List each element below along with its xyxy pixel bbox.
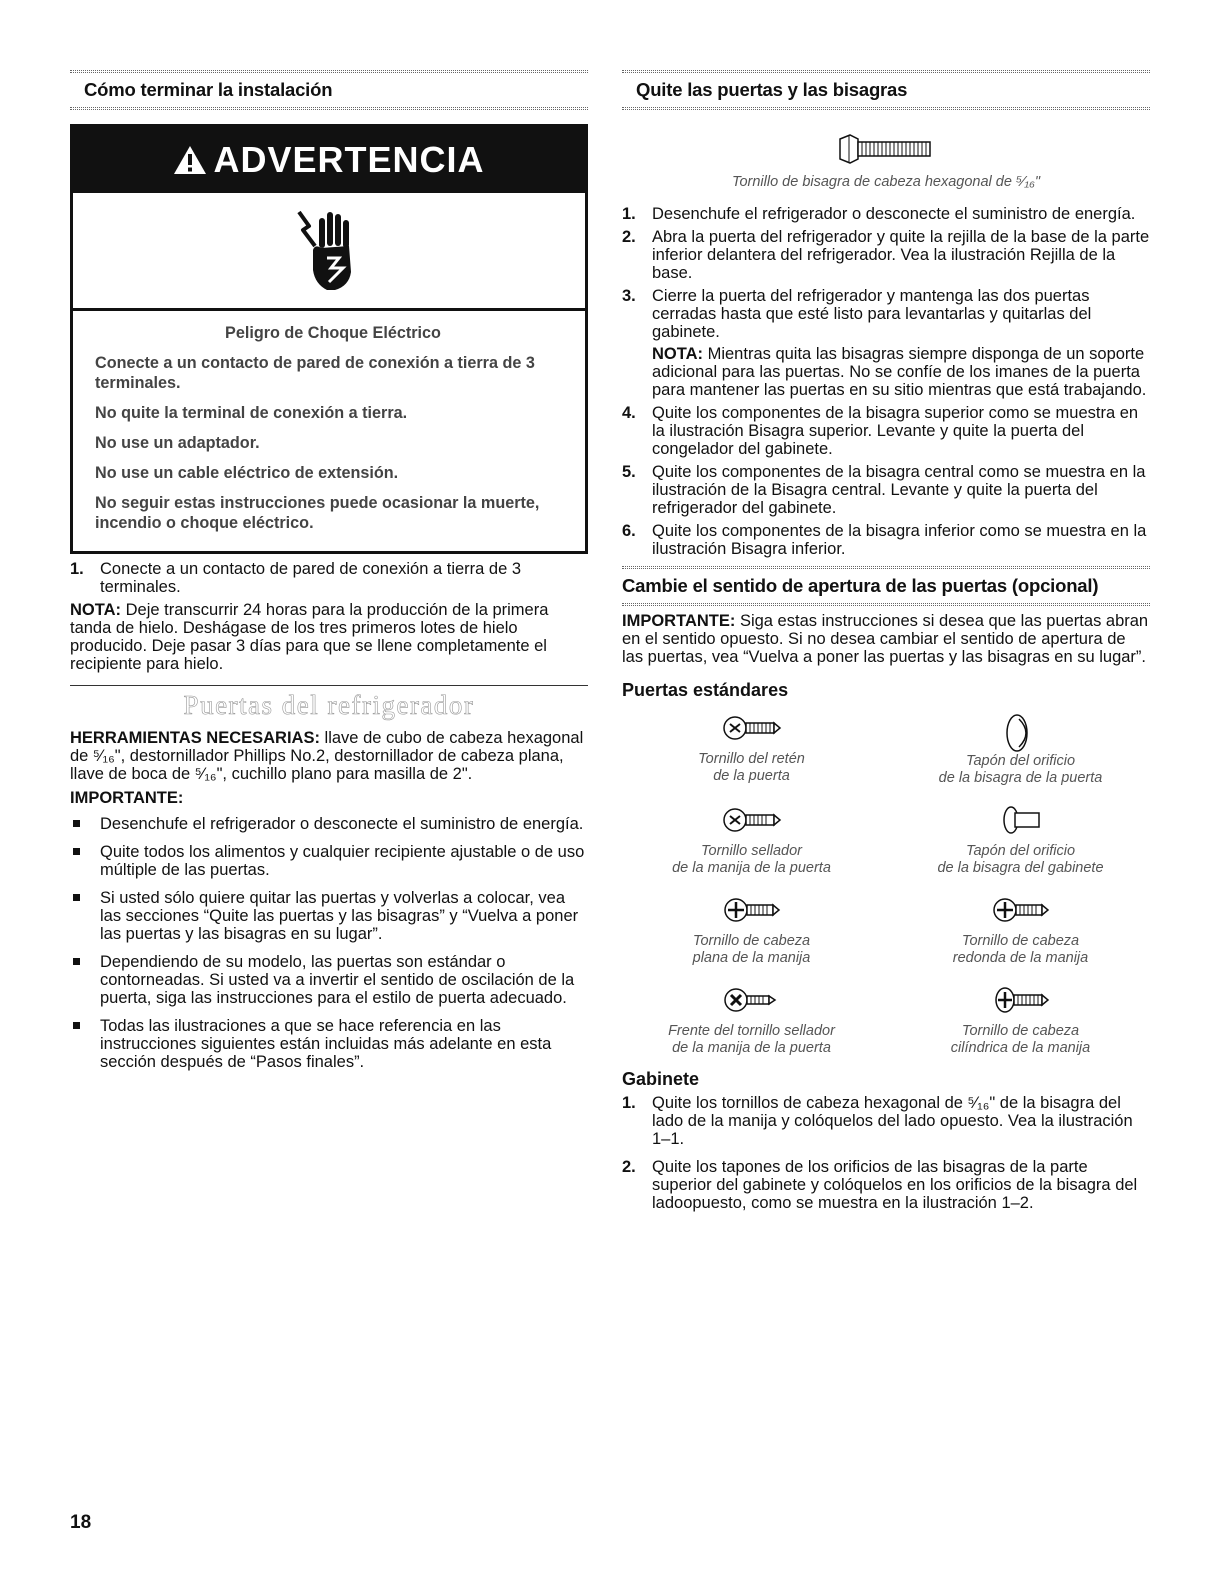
bullet-text: Dependiendo de su modelo, las puertas son estándar o contorneadas. Si usted va a invertir el sentido de oscilación de la puerta, siga las instrucciones para el estilo de puerta adecuado. [100, 953, 575, 1007]
part-caption: Tornillo de cabeza [961, 933, 1080, 949]
section-title: Cómo terminar la instalación [84, 79, 333, 100]
nota-paragraph [652, 345, 1150, 399]
warning-hazard: Peligro de Choque Eléctrico [225, 324, 441, 342]
part-caption: de la bisagra de la puerta [938, 770, 1103, 786]
doors-title: Puertas del refrigerador [183, 690, 475, 720]
electric-shock-hand-icon [291, 206, 367, 296]
warning-line: No quite la terminal de conexión a tierra. [95, 404, 408, 422]
warning-triangle-icon [173, 145, 207, 175]
part-caption: de la puerta [713, 768, 790, 784]
part-caption: Tornillo de cabeza [961, 1023, 1080, 1039]
step-text: Quite los tapones de los orificios de las bisagras de la parte superior del gabinete y colóquelos en los orificios de la bisagra del ladoopuesto, como se muestra en la ilustración 1–2. [652, 1158, 1138, 1212]
importante-paragraph [622, 612, 1150, 666]
list-item [622, 205, 1150, 223]
part-caption: Tapón del orificio [965, 843, 1076, 859]
step-text: Quite los tornillos de cabeza hexagonal de ⁵⁄₁₆" de la bisagra del lado de la manija y colóquelos del lado opuesto. Vea la ilustración 1–1. [652, 1094, 1133, 1148]
list-item [622, 404, 1150, 458]
nota-text: Mientras quita las bisagras siempre disponga de un soporte adicional para las puertas. No se confíe de los imanes de la puerta para mantener las puertas en su sitio mientras que está trabajando. [652, 345, 1147, 399]
right-column [622, 70, 1150, 1217]
part-door-hinge-hole-plug [891, 713, 1150, 787]
list-item [70, 560, 588, 596]
section-rule-bottom [622, 603, 1150, 606]
handle-sealing-screw-icon [722, 805, 782, 835]
install-steps [70, 560, 588, 596]
warning-header [73, 127, 585, 193]
reverse-title: Cambie el sentido de apertura de las puertas (opcional) [622, 575, 1099, 596]
part-sealing-screw-front [622, 985, 881, 1057]
step-number: 3. [622, 287, 636, 305]
door-hinge-hole-plug-icon [991, 713, 1051, 753]
part-caption: Tornillo del retén [698, 751, 805, 767]
step-number: 4. [622, 404, 636, 422]
part-caption: Tornillo de cabeza [692, 933, 811, 949]
standard-doors-title: Puertas estándares [622, 680, 789, 700]
part-caption: redonda de la manija [952, 950, 1089, 966]
part-caption: de la manija de la puerta [672, 860, 831, 876]
nota-label: NOTA: [652, 345, 704, 363]
hex-head-bolt-icon [836, 134, 936, 164]
tools-text: llave de cubo de cabeza hexagonal de ⁵⁄₁₆", destornillador Phillips No.2, destornillador de cabeza plana, llave de boca de ⁵⁄₁₆", cuchillo plano para masilla de 2". [70, 729, 584, 783]
list-item [622, 522, 1150, 558]
sealing-screw-front-icon [722, 985, 782, 1015]
importante-label: IMPORTANTE: [622, 612, 736, 630]
remove-steps [622, 205, 1150, 558]
warning-box [70, 124, 588, 554]
warning-line: Conecte a un contacto de pared de conexión a tierra de 3 terminales. [95, 354, 535, 392]
page-number: 18 [70, 1512, 92, 1533]
list-item [70, 953, 588, 1007]
list-item [622, 1158, 1150, 1212]
part-caption: de la bisagra del gabinete [937, 860, 1104, 876]
bullet-marker [73, 848, 80, 855]
cabinet-hinge-hole-plug-icon [991, 805, 1051, 835]
list-item [70, 815, 588, 833]
bullet-text: Si usted sólo quiere quitar las puertas y volverlas a colocar, vea las secciones “Quite las puertas y las bisagras” y “Vuelva a poner las puertas y las bisagras en su lugar”. [100, 889, 579, 943]
step-text: Quite los componentes de la bisagra superior como se muestra en la ilustración Bisagra superior. Levante y quite la puerta del congelador del gabinete. [652, 404, 1139, 458]
step-number: 2. [622, 1158, 636, 1176]
step-number: 6. [622, 522, 636, 540]
cabinet-title: Gabinete [622, 1069, 700, 1089]
left-column [70, 70, 588, 1081]
warning-icon-row [73, 193, 585, 311]
part-cylinder-head-screw [891, 985, 1150, 1057]
importante-text: Siga estas instrucciones si desea que las puertas abran en el sentido opuesto. Si no desea cambiar el sentido de apertura de las puertas, vea “Vuelva a poner las puertas y las bisagras en su lugar”. [622, 612, 1149, 666]
bullet-text: Todas las ilustraciones a que se hace referencia en las instrucciones siguientes están incluidas más adelante en esta sección después de “Pasos finales”. [100, 1017, 552, 1071]
tools-label: HERRAMIENTAS NECESARIAS: [70, 729, 320, 747]
bullet-text: Quite todos los alimentos y cualquier recipiente ajustable o de uso múltiple de las puertas. [100, 843, 585, 879]
round-head-screw-icon [991, 895, 1051, 925]
flat-head-screw-icon [722, 895, 782, 925]
warning-line: No use un adaptador. [95, 434, 260, 452]
step-number: 2. [622, 228, 636, 246]
door-stop-screw-icon [722, 713, 782, 743]
step-text: Cierre la puerta del refrigerador y mantenga las dos puertas cerradas hasta que esté listo para levantarlas y quitarlas del gabinete. [652, 287, 1092, 341]
section-title: Quite las puertas y las bisagras [636, 79, 908, 100]
warning-title: ADVERTENCIA [213, 139, 485, 180]
part-cabinet-hinge-hole-plug [891, 805, 1150, 877]
list-item [622, 1094, 1150, 1148]
importante-label: IMPORTANTE: [70, 789, 184, 807]
part-caption: Frente del tornillo sellador [668, 1023, 835, 1039]
step-text: Desenchufe el refrigerador o desconecte el suministro de energía. [652, 205, 1136, 223]
cylinder-head-screw-icon [991, 985, 1051, 1015]
tools-paragraph [70, 729, 588, 783]
warning-body [73, 311, 585, 551]
part-round-head-screw [891, 895, 1150, 967]
section-rule-bottom [70, 107, 588, 110]
part-flat-head-screw [622, 895, 881, 967]
bullet-marker [73, 820, 80, 827]
step-text: Quite los componentes de la bisagra inferior como se muestra en la ilustración Bisagra inferior. [652, 522, 1147, 558]
section-rule-bottom [622, 107, 1150, 110]
bullet-list [70, 815, 588, 1071]
warning-line: No seguir estas instrucciones puede ocasionar la muerte, incendio o choque eléctrico. [95, 494, 540, 532]
part-caption: Tapón del orificio [965, 753, 1076, 769]
nota-text: Deje transcurrir 24 horas para la producción de la primera tanda de hielo. Deshágase de los tres primeros lotes de hielo producido. Deje pasar 3 días para que se llene completamente el recipiente para hielo. [70, 601, 549, 673]
hex-bolt-figure [622, 134, 1150, 164]
nota-paragraph [70, 601, 588, 673]
step-number: 1. [70, 560, 84, 578]
step-text: Conecte a un contacto de pared de conexión a tierra de 3 terminales. [100, 560, 522, 596]
bolt-caption: Tornillo de bisagra de cabeza hexagonal de ⁵⁄₁₆" [731, 174, 1041, 190]
nota-label: NOTA: [70, 601, 122, 619]
list-item [622, 463, 1150, 517]
part-caption: de la manija de la puerta [672, 1040, 831, 1056]
part-handle-sealing-screw [622, 805, 881, 877]
part-caption: Tornillo sellador [700, 843, 803, 859]
list-item [70, 843, 588, 879]
list-item [622, 228, 1150, 282]
step-number: 1. [622, 1094, 636, 1112]
step-number: 5. [622, 463, 636, 481]
step-text: Abra la puerta del refrigerador y quite la rejilla de la base de la parte inferior delantera del refrigerador. Vea la ilustración Rejilla de la base. [652, 228, 1150, 282]
warning-line: No use un cable eléctrico de extensión. [95, 464, 399, 482]
parts-grid [622, 713, 1150, 1057]
list-item [70, 1017, 588, 1071]
part-caption: cilíndrica de la manija [950, 1040, 1091, 1056]
bullet-marker [73, 894, 80, 901]
list-item [70, 889, 588, 943]
bullet-text: Desenchufe el refrigerador o desconecte el suministro de energía. [100, 815, 584, 833]
part-door-stop-screw [622, 713, 881, 787]
bullet-marker [73, 1022, 80, 1029]
bullet-marker [73, 958, 80, 965]
list-item [622, 287, 1150, 399]
cabinet-steps [622, 1094, 1150, 1212]
divider [70, 685, 588, 686]
part-caption: plana de la manija [692, 950, 811, 966]
step-number: 1. [622, 205, 636, 223]
step-text: Quite los componentes de la bisagra central como se muestra en la ilustración de la Bisagra central. Levante y quite la puerta del refrigerador del gabinete. [652, 463, 1146, 517]
